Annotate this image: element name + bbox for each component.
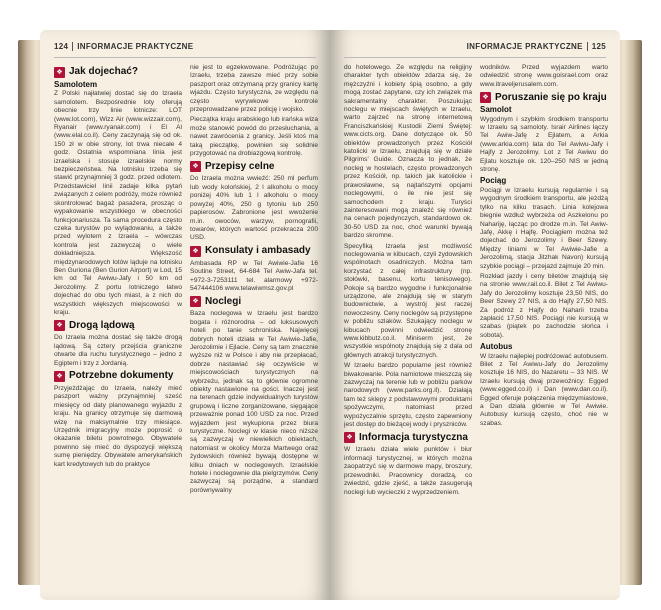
section-title: Noclegi bbox=[205, 295, 242, 307]
section-marker-icon: ❖ bbox=[344, 432, 355, 443]
body-paragraph: Wygodnym i szybkim środkiem transportu w Izraelu są samoloty. Israir Airlines łączy Tel Awiw-Jafę z Ejlatem, a Arkia (www.arkia.com) lata do Tel Awiwu-Jafy i Hajfy z Jerozolimy. Lot z Tel Awiwu do Ejlatu kosztuje ok. 120–250 NIS w jedną stronę. bbox=[480, 115, 608, 174]
right-column-1 bbox=[344, 64, 472, 499]
body-paragraph: Ambasada RP w Tel Awiwie-Jafie 16 Soutine Street, 64-684 Tel Awiw-Jafa tel. +972-3-7253111 tel. alarmowy +972-547444106 www.telawiwmsz.gov.pl bbox=[190, 259, 318, 292]
section-marker-icon: ❖ bbox=[480, 92, 491, 103]
section-marker-icon: ❖ bbox=[54, 67, 65, 78]
body-paragraph: W Izraelu najlepiej podróżować autobusem. Bilet z Tel Awiwu-Jafy do Jerozolimy kosztuje 16 NIS, do Nazaretu – 33 NIS. W Izraelu kursują dwaj przewoźnicy: Egged (www.egged.co.il) i Dan (www.dan.co.il). Egged oferuje połączenia międzymiastowe, a Dan działa głównie w Tel Awiwie. Autobusy kursują często, choć nie w szabas. bbox=[480, 352, 608, 427]
section-heading bbox=[190, 296, 318, 307]
body-paragraph: Do Izraela można dostać się także drogą lądową. Są cztery przejścia graniczne otwarte dla ruchu turystycznego – jedno z Egiptem i trzy z Jordanią. bbox=[54, 334, 182, 367]
left-page bbox=[40, 30, 330, 600]
body-paragraph: Przyjeżdżając do Izraela, należy mieć paszport ważny przynajmniej sześć miesięcy od daty planowanego wyjazdu z kraju. Na granicy otrzymuje się darmową wizę na maksymalnie trzy miesiące. Urzędnik imigracyjny może poprosić o okazanie biletu powrotnego. Obywatele powinno się mieć do dyspozycji większą sumę pieniędzy. Obywatele amerykańskich kart kredytowych lub do praktyce bbox=[54, 385, 182, 468]
right-running-header bbox=[467, 42, 606, 56]
right-column-2 bbox=[480, 64, 608, 430]
section-heading bbox=[190, 246, 318, 257]
subsection-title: Autobus bbox=[480, 342, 513, 352]
section-heading bbox=[480, 92, 608, 103]
right-page-number: 125 bbox=[591, 42, 606, 51]
right-page bbox=[330, 30, 620, 600]
left-header-title: INFORMACJE PRAKTYCZNE bbox=[77, 42, 194, 51]
left-column-2 bbox=[190, 64, 318, 497]
section-marker-icon: ❖ bbox=[54, 320, 65, 331]
body-paragraph: Pieczątka kraju arabskiego lub irańska wiza może stanowić powód do przesłuchania, a nawet zawrócenia z granicy. Jeśli ktoś ma taką pieczątkę, powinien się solidnie przygotować na drobiazgową kontrolę. bbox=[190, 116, 318, 158]
section-marker-icon: ❖ bbox=[190, 296, 201, 307]
body-paragraph: Z Polski najłatwiej dostać się do Izraela samolotem. Bezpośrednie loty oferują obecnie trzy linie lotnicze: LOT (www.lot.com), Wizz Air (www.wizzair.com), Ryanair (www.ryanair.com) i El Al (www.elal.co.il). Ceny zaczynają się od ok. 150 zł w obie strony, lot trwa niecałe 4 godz. Ostatnia wspomniana linia jest izraelska i stosuje izraelskie normy bezpieczeństwa. Na lotnisku trzeba się stawić przynajmniej 3 godz. przed odlotem. Przedstawiciel linii zadaje kilka pytań związanych z celem podróży, może również skontrolować bagaż pasażera, prosząc o wypakowanie wszystkiego w obecności funkcjonariusza. Ta sama procedura często czeka turystów po wylądowaniu, a także przed wylotem z Izraela – wówczas kontrola jest zazwyczaj o wiele dokładniejsza. Większość międzynarodowych lotów ląduje na lotnisku Ben Guriona (Ben Gurion Airport) w Lod, 15 km od Tel Awiwu-Jafy i 50 km od Jerozolimy. Z portu lotniczego łatwo dojechać do obu tych miast, a z nich do wszystkich większych miejscowości w kraju. bbox=[54, 90, 182, 316]
left-running-header bbox=[54, 42, 193, 56]
subsection-title: Samolotem bbox=[54, 80, 98, 89]
header-rule bbox=[344, 57, 606, 58]
subsection-title: Samolot bbox=[480, 105, 512, 115]
body-paragraph: Baza noclegowa w Izraelu jest bardzo bogata i różnorodna – od luksusowych hoteli po tanie schroniska. Najwięcej dobrych hoteli działa w Tel Awiwie-Jafie, Jerozolimie i Ejlacie. Ceny są tam znacznie wyższe niż w Polsce i aby nie przepłacać, dobrze nastawiać się oczywiście w miejscowościach turystycznych na wybrzeżu, jednak są to głównie ogromne obiekty nastawione na gości. Inaczej jest na terenach gdzie indywidualnych turystów grupową i liczne zorganizowane, sięgające przeważnie ponad 100 USD za noc. Przed wyjazdem jest wykupiona przez biura turystyczne. Noclegi w klasie nieco niższe są zazwyczaj w niewielkich obiektach, natomiast w okolicy Morza Martwego oraz żydowskich również bywają dostępne w kilku dniach w noclegowych. Izraelskie hotele i noclegownie dla pielgrzymów. Ceny zazwyczaj są porządne, a standard porównywalny bbox=[190, 310, 318, 494]
section-marker-icon: ❖ bbox=[190, 246, 201, 257]
body-paragraph: Pociągi w Izraelu kursują regularnie i są wygodnym środkiem transportu, ale jeżdżą tylko na kilku trasach. Linia kolejowa biegnie wzdłuż wybrzeża od Aszkelonu po Nahariję, łącząc po drodze m.in. Tel Awiw-Jafę, Akkę i Hajfę. Pociągiem można też dojechać do Jerozolimy i Beer Szewy. Między liniami w Tel Awiwie-Jafie a Jerozolimą, stacja Jitzhak Navon) kursują szybkie pociągi – przejazd zajmuje 20 min. bbox=[480, 186, 608, 270]
section-title: Potrzebne dokumenty bbox=[69, 370, 174, 382]
section-heading bbox=[54, 371, 182, 382]
right-header-title: INFORMACJE PRAKTYCZNE bbox=[466, 42, 583, 51]
section-marker-icon: ❖ bbox=[54, 371, 65, 382]
subsection-title: Pociąg bbox=[480, 176, 507, 186]
body-paragraph: Do Izraela można wwieźć: 250 ml perfum lub wody kolońskiej, 2 l alkoholu o mocy poniżej 40% lub 1 l alkoholu o mocy powyżej 40%, 250 g tytoniu lub 250 papierosów. Zabronione jest wwożenie m.in. owoców, warzyw, pornografii, towarów, których wartość przekracza 200 USD. bbox=[190, 175, 318, 242]
header-rule bbox=[54, 57, 316, 58]
section-heading bbox=[190, 161, 318, 172]
body-paragraph: wodników. Przed wyjazdem warto odwiedzić stronę www.goisrael.com oraz www.itraveljerusalem.com. bbox=[480, 64, 608, 88]
section-marker-icon: ❖ bbox=[190, 161, 201, 172]
body-paragraph: Rozkład jazdy i ceny biletów znajdują się na stronie www.rail.co.il. Bilet z Tel Awiwu-Jafy do Jerozolimy kosztuje 23,50 NIS, do Beer Szewy 27 NIS, a do Hajfy 27,50 NIS. Za podróż z Hajfy do Naharii trzeba zapłacić 17,50 NIS. Pociągi nie kursują w szabas (piątek po zachodzie słońca i sobota). bbox=[480, 272, 608, 339]
body-paragraph: Specyfiką Izraela jest możliwość noclegowania w kibucach, czyli żydowskich wspólnotach osadniczych. Można tam korzystać z całej infrastruktury (np. stołówki, basenu, kortu tenisowego). Pokoje są bardzo wygodne i funkcjonalnie urządzone, ale znajdują się w starym budownictwie, a wystrój jest raczej nowoczesny. Ceny noclegów są przystępne w pobliżu szlaków. Szukający noclegu w kibucach powinni odwiedzić stronę www.kibbutz.co.il. Miniserm jest, że wszystkie wspólnoty znajdują się z dala od głównych atrakcji turystycznych. bbox=[344, 242, 472, 359]
section-heading bbox=[54, 67, 182, 78]
section-heading bbox=[54, 320, 182, 331]
body-paragraph: do hotelowego. Ze względu na religijny charakter tych obiektów zdarza się, że mężczyźni i kobiety śpią osobno, a gdy mogą zostać zapytane, czy ich związek ma sakramentalny charakter. Poszukując noclegu w miejscach świętych w Izraelu, warto zajrzeć na stronę internetową Franciszkańskiej Kustodii Ziemi Świętej: www.cicts.org. Dane dotyczące ok. 50 obiektów prowadzonych przez Kościół katolicki w Izraelu, znajdują się w dziale Pilgrims' Guide. Oznacza to jednak, że nocleg w hostelach, często prowadzonych przez Kościół, np. takich jak katolickie i prawosławne, są najtańszymi opcjami noclegowymi, o ile nie jest się samochodem z kraju. Turyści zainteresowani mogą znaleźć się również na cenach pojedynczych, standardowo ok. 30-50 USD za noc, choć warunki bywają bardzo skromne. bbox=[344, 64, 472, 240]
body-paragraph: W Izraelu działa wiele punktów i biur informacji turystycznej, w których można zaopatrzyć się w darmowe mapy, broszury, przewodniki. Pracownicy doradzą, co zwiedzić, gdzie zjeść, a także zasugerują noclegi lub wycieczki z wyprzedzeniem. bbox=[344, 446, 472, 496]
body-paragraph: W Izraelu bardzo popularne jest również biwakowanie. Pola namiotowe mieszczą się zazwyczaj na terenie lub w pobliżu parków narodowych (www.parks.org.il). Działają tam też sklepy z podstawowymi produktami spożywczymi, natomiast przed wypożyczalnie sprzętu, często zapewniony jest dostęp do bieżącej wody i pryszniców. bbox=[344, 362, 472, 429]
section-title: Przepisy celne bbox=[205, 160, 275, 172]
left-column-1 bbox=[54, 64, 182, 471]
body-paragraph: nie jest to egzekwowane. Podróżując po Izraelu, trzeba zawsze mieć przy sobie paszport oraz otrzymaną przy granicy kartę wjazdu. Często turystyczna, ze względu na często wyrywkowe kontrole przeprowadzane przez policję i wojsko. bbox=[190, 64, 318, 114]
section-title: Drogą lądową bbox=[69, 319, 135, 331]
left-page-number: 124 bbox=[54, 42, 69, 51]
section-title: Jak dojechać? bbox=[69, 66, 138, 78]
section-title: Poruszanie się po kraju bbox=[495, 91, 607, 103]
section-title: Konsulaty i ambasady bbox=[205, 245, 311, 257]
section-heading bbox=[344, 432, 472, 443]
section-title: Informacja turystyczna bbox=[359, 431, 468, 443]
